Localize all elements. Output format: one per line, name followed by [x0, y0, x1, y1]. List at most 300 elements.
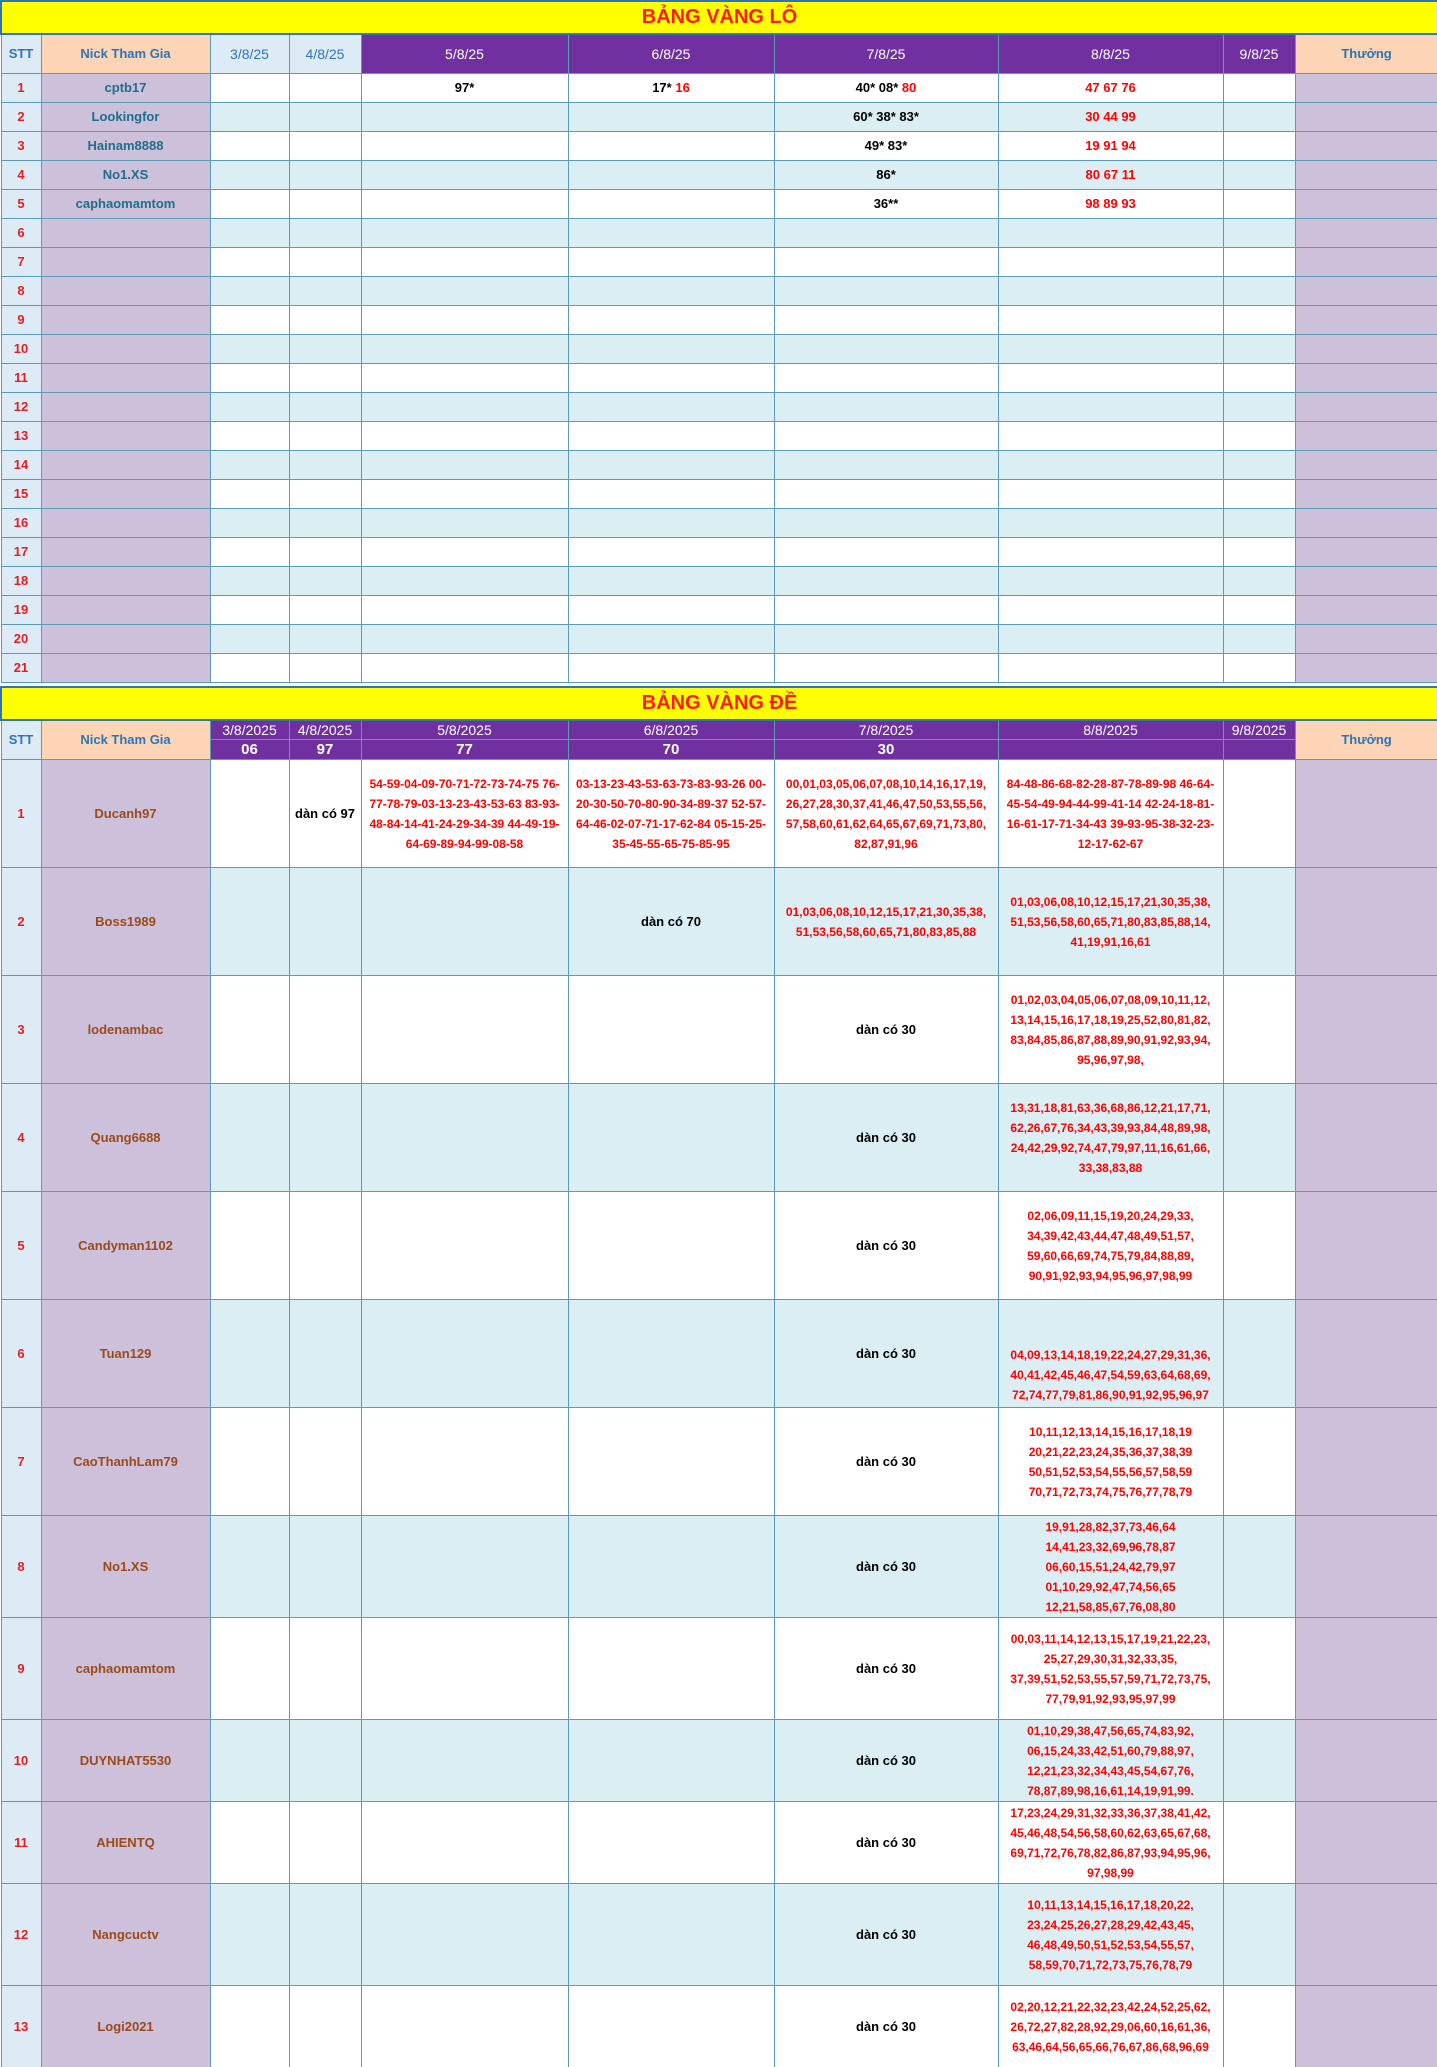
de-header-date: 9/8/2025 [1223, 720, 1295, 740]
lo-cell-d4 [568, 392, 774, 421]
lo-cell-d1 [210, 160, 289, 189]
lo-pick-black: 17* [652, 80, 672, 95]
lo-cell-d7 [1223, 595, 1295, 624]
de-stt: 7 [1, 1408, 41, 1516]
lo-pick-black: 49* 83* [864, 138, 908, 153]
lo-table-row [1, 508, 1437, 537]
de-table [0, 686, 1437, 2067]
de-cell-d5: dàn có 30 [774, 1802, 998, 1884]
lo-cell-d1 [210, 102, 289, 131]
lo-cell-d5 [774, 508, 998, 537]
de-cell-d4 [568, 1192, 774, 1300]
de-result: 77 [361, 740, 568, 760]
lo-cell-d6: 19 91 94 [998, 131, 1223, 160]
de-cell-d6: 02,06,09,11,15,19,20,24,29,33, 34,39,42,43,44,47,48,49,51,57, 59,60,66,69,74,75,79,84,88,89, 90,91,92,93,94,95,96,97,98,99 [998, 1192, 1223, 1300]
de-cell-d7 [1223, 868, 1295, 976]
de-cell-d5: dàn có 30 [774, 1986, 998, 2067]
lo-cell-d5 [774, 392, 998, 421]
de-thuong [1295, 1884, 1437, 1986]
de-result [998, 740, 1223, 760]
lo-cell-d1 [210, 334, 289, 363]
de-thuong [1295, 976, 1437, 1084]
de-nick: Logi2021 [41, 1986, 210, 2067]
lo-cell-d7 [1223, 102, 1295, 131]
lo-stt: 7 [1, 247, 41, 276]
lo-cell-d4 [568, 508, 774, 537]
lo-cell-d2 [289, 160, 361, 189]
de-table-row [1, 1720, 1437, 1802]
lo-pick-black: 36** [873, 196, 899, 211]
lo-table-row [1, 479, 1437, 508]
lo-table-row [1, 73, 1437, 102]
lo-cell-d1 [210, 421, 289, 450]
de-header-date: 5/8/2025 [361, 720, 568, 740]
lo-thuong [1295, 624, 1437, 653]
lo-cell-d4 [568, 247, 774, 276]
lo-pick-black: 60* 38* 83* [853, 109, 919, 124]
lo-cell-d6 [998, 479, 1223, 508]
de-nick: Nangcuctv [41, 1884, 210, 1986]
lo-nick [41, 218, 210, 247]
lo-cell-d6 [998, 305, 1223, 334]
de-cell-d7 [1223, 1618, 1295, 1720]
lo-table-row [1, 450, 1437, 479]
lo-nick [41, 334, 210, 363]
lo-cell-d6 [998, 392, 1223, 421]
lo-cell-d4 [568, 218, 774, 247]
lo-thuong [1295, 653, 1437, 682]
de-cell-d2 [289, 1192, 361, 1300]
lo-cell-d1 [210, 479, 289, 508]
de-cell-d7 [1223, 1516, 1295, 1618]
de-cell-d2 [289, 976, 361, 1084]
de-thuong [1295, 1720, 1437, 1802]
de-cell-d2 [289, 1720, 361, 1802]
lo-thuong [1295, 305, 1437, 334]
de-cell-d2 [289, 1300, 361, 1408]
de-cell-d2 [289, 868, 361, 976]
de-table-row [1, 1408, 1437, 1516]
lo-stt: 21 [1, 653, 41, 682]
de-cell-d4 [568, 1084, 774, 1192]
lo-cell-d4 [568, 624, 774, 653]
de-cell-d3 [361, 976, 568, 1084]
de-cell-d5: dàn có 30 [774, 1408, 998, 1516]
de-header-thuong: Thưởng [1295, 720, 1437, 760]
lo-cell-d4 [568, 566, 774, 595]
lo-table-row [1, 566, 1437, 595]
lo-nick [41, 421, 210, 450]
lo-cell-d4 [568, 653, 774, 682]
de-stt: 1 [1, 760, 41, 868]
de-cell-d6: 01,10,29,38,47,56,65,74,83,92, 06,15,24,33,42,51,60,79,88,97, 12,21,23,32,34,43,45,54,67,76, 78,87,89,98,16,61,14,19,91,99. [998, 1720, 1223, 1802]
lo-cell-d1 [210, 508, 289, 537]
lo-cell-d4 [568, 537, 774, 566]
lo-cell-d5 [774, 247, 998, 276]
lo-table-row [1, 247, 1437, 276]
lo-header-date: 7/8/25 [774, 34, 998, 73]
lo-cell-d7 [1223, 421, 1295, 450]
lo-cell-d4 [568, 334, 774, 363]
lo-table-row [1, 334, 1437, 363]
lo-cell-d6 [998, 421, 1223, 450]
de-stt: 6 [1, 1300, 41, 1408]
de-cell-d4 [568, 1300, 774, 1408]
de-cell-d2 [289, 1084, 361, 1192]
lo-cell-d2 [289, 595, 361, 624]
de-cell-d3 [361, 1618, 568, 1720]
lo-thuong [1295, 218, 1437, 247]
de-cell-d2 [289, 1408, 361, 1516]
lo-header-date: 3/8/25 [210, 34, 289, 73]
de-thuong [1295, 1618, 1437, 1720]
lo-cell-d1 [210, 363, 289, 392]
lo-cell-d7 [1223, 479, 1295, 508]
de-cell-d3 [361, 868, 568, 976]
de-cell-d5: 01,03,06,08,10,12,15,17,21,30,35,38, 51,53,56,58,60,65,71,80,83,85,88 [774, 868, 998, 976]
lo-header-date: 8/8/25 [998, 34, 1223, 73]
de-table-row [1, 1884, 1437, 1986]
lo-table-row [1, 305, 1437, 334]
de-result: 30 [774, 740, 998, 760]
lo-cell-d6 [998, 247, 1223, 276]
de-stt: 11 [1, 1802, 41, 1884]
de-table-row [1, 1084, 1437, 1192]
de-result: 70 [568, 740, 774, 760]
lo-cell-d5 [774, 479, 998, 508]
lo-cell-d5 [774, 131, 998, 160]
lo-thuong [1295, 276, 1437, 305]
lo-cell-d5 [774, 624, 998, 653]
lo-nick: caphaomamtom [41, 189, 210, 218]
lo-cell-d6: 30 44 99 [998, 102, 1223, 131]
lo-cell-d4 [568, 73, 774, 102]
lo-cell-d1 [210, 131, 289, 160]
lo-stt: 12 [1, 392, 41, 421]
de-cell-d1 [210, 1300, 289, 1408]
lo-cell-d6: 98 89 93 [998, 189, 1223, 218]
lo-cell-d2 [289, 189, 361, 218]
lo-thuong [1295, 131, 1437, 160]
lo-cell-d5 [774, 334, 998, 363]
lo-cell-d2 [289, 334, 361, 363]
lo-cell-d2 [289, 305, 361, 334]
lo-cell-d3 [361, 450, 568, 479]
lo-cell-d3 [361, 305, 568, 334]
lo-cell-d5 [774, 595, 998, 624]
lo-header-nick: Nick Tham Gia [41, 34, 210, 73]
lo-cell-d1 [210, 537, 289, 566]
lo-cell-d1 [210, 392, 289, 421]
de-cell-d5: dàn có 30 [774, 1884, 998, 1986]
lo-cell-d6: 80 67 11 [998, 160, 1223, 189]
lo-pick-red: 80 [901, 80, 917, 95]
de-cell-d6: 04,09,13,14,18,19,22,24,27,29,31,36, 40,41,42,45,46,47,54,59,63,64,68,69, 72,74,77,79,81,86,90,91,92,95,96,97 [998, 1300, 1223, 1408]
de-nick: DUYNHAT5530 [41, 1720, 210, 1802]
lo-table-row [1, 421, 1437, 450]
de-thuong [1295, 1300, 1437, 1408]
lo-thuong [1295, 595, 1437, 624]
de-table-row [1, 1192, 1437, 1300]
de-cell-d1 [210, 1884, 289, 1986]
lo-pick-black: 40* 08* [855, 80, 899, 95]
de-cell-d7 [1223, 1408, 1295, 1516]
lo-stt: 3 [1, 131, 41, 160]
de-cell-d4 [568, 1884, 774, 1986]
lo-thuong [1295, 102, 1437, 131]
de-stt: 9 [1, 1618, 41, 1720]
lo-stt: 17 [1, 537, 41, 566]
de-cell-d3 [361, 1300, 568, 1408]
lo-cell-d1 [210, 276, 289, 305]
lo-stt: 9 [1, 305, 41, 334]
lo-nick [41, 653, 210, 682]
de-thuong [1295, 868, 1437, 976]
de-cell-d2 [289, 1884, 361, 1986]
de-cell-d6: 17,23,24,29,31,32,33,36,37,38,41,42, 45,46,48,54,56,58,60,62,63,65,67,68, 69,71,72,76,78,82,86,87,93,94,95,96, 97,98,99 [998, 1802, 1223, 1884]
lo-cell-d1 [210, 624, 289, 653]
lo-cell-d2 [289, 131, 361, 160]
lo-stt: 2 [1, 102, 41, 131]
lo-cell-d2 [289, 421, 361, 450]
lo-cell-d1 [210, 450, 289, 479]
lo-stt: 6 [1, 218, 41, 247]
lo-cell-d1 [210, 218, 289, 247]
lo-cell-d6 [998, 624, 1223, 653]
lo-cell-d1 [210, 595, 289, 624]
de-stt: 5 [1, 1192, 41, 1300]
de-cell-d6: 84-48-86-68-82-28-87-78-89-98 46-64-45-54-49-94-44-99-41-14 42-24-18-81-16-61-17-71-34-43 39-93-95-38-32-23-12-17-62-67 [998, 760, 1223, 868]
lo-header-thuong: Thưởng [1295, 34, 1437, 73]
lo-cell-d4 [568, 160, 774, 189]
lo-cell-d5 [774, 450, 998, 479]
de-cell-d5: dàn có 30 [774, 1192, 998, 1300]
de-cell-d7 [1223, 1300, 1295, 1408]
de-thuong [1295, 760, 1437, 868]
lo-stt: 4 [1, 160, 41, 189]
lo-cell-d5 [774, 276, 998, 305]
de-stt: 4 [1, 1084, 41, 1192]
lo-thuong [1295, 363, 1437, 392]
lo-nick [41, 566, 210, 595]
de-cell-d2 [289, 1516, 361, 1618]
de-cell-d1 [210, 868, 289, 976]
de-cell-d1 [210, 1084, 289, 1192]
lo-cell-d3 [361, 421, 568, 450]
de-result-row [1, 740, 1437, 760]
de-header-nick: Nick Tham Gia [41, 720, 210, 760]
lo-cell-d4 [568, 102, 774, 131]
lo-header-row [1, 34, 1437, 73]
lo-cell-d7 [1223, 73, 1295, 102]
de-cell-d4 [568, 1408, 774, 1516]
de-header-stt: STT [1, 720, 41, 760]
lo-cell-d3 [361, 508, 568, 537]
de-nick: Candyman1102 [41, 1192, 210, 1300]
lo-cell-d6 [998, 595, 1223, 624]
lo-nick [41, 624, 210, 653]
de-table-row [1, 976, 1437, 1084]
lo-cell-d4 [568, 276, 774, 305]
de-cell-d5: 00,01,03,05,06,07,08,10,14,16,17,19, 26,27,28,30,37,41,46,47,50,53,55,56, 57,58,60,61,62,64,65,67,69,71,73,80, 82,87,91,96 [774, 760, 998, 868]
de-stt: 12 [1, 1884, 41, 1986]
lo-cell-d2 [289, 276, 361, 305]
de-cell-d4: 03-13-23-43-53-63-73-83-93-26 00-20-30-50-70-80-90-34-89-37 52-57-64-46-02-07-71-17-62-84 05-15-25-35-45-55-65-75-85-95 [568, 760, 774, 868]
lo-cell-d3 [361, 537, 568, 566]
lo-table-row [1, 392, 1437, 421]
de-nick: lodenambac [41, 976, 210, 1084]
de-cell-d7 [1223, 1192, 1295, 1300]
lo-cell-d7 [1223, 508, 1295, 537]
lo-thuong [1295, 479, 1437, 508]
de-cell-d5: dàn có 30 [774, 1300, 998, 1408]
lo-header-stt: STT [1, 34, 41, 73]
lo-nick [41, 276, 210, 305]
de-cell-d2 [289, 1618, 361, 1720]
de-table-row [1, 1986, 1437, 2067]
lo-header-date: 9/8/25 [1223, 34, 1295, 73]
lo-nick [41, 305, 210, 334]
lo-cell-d5 [774, 218, 998, 247]
lo-table-row [1, 276, 1437, 305]
lo-nick [41, 479, 210, 508]
de-stt: 2 [1, 868, 41, 976]
lo-thuong [1295, 508, 1437, 537]
de-cell-d7 [1223, 760, 1295, 868]
lo-cell-d2 [289, 479, 361, 508]
de-cell-d1 [210, 1192, 289, 1300]
lo-cell-d3 [361, 189, 568, 218]
de-cell-d3 [361, 1802, 568, 1884]
lo-cell-d7 [1223, 566, 1295, 595]
lo-cell-d6 [998, 450, 1223, 479]
lo-stt: 8 [1, 276, 41, 305]
de-cell-d7 [1223, 1884, 1295, 1986]
lo-cell-d4 [568, 450, 774, 479]
lo-title: BẢNG VÀNG LÔ [1, 1, 1437, 34]
lo-cell-d2 [289, 392, 361, 421]
lo-cell-d4 [568, 595, 774, 624]
lo-nick [41, 450, 210, 479]
de-cell-d3 [361, 1986, 568, 2067]
lo-table [0, 0, 1437, 683]
lo-header-date: 5/8/25 [361, 34, 568, 73]
de-header-date: 4/8/2025 [289, 720, 361, 740]
de-cell-d1 [210, 1720, 289, 1802]
lo-cell-d3 [361, 102, 568, 131]
de-stt: 13 [1, 1986, 41, 2067]
lo-stt: 5 [1, 189, 41, 218]
lo-table-row [1, 653, 1437, 682]
lo-thuong [1295, 73, 1437, 102]
lo-thuong [1295, 537, 1437, 566]
lo-cell-d2 [289, 450, 361, 479]
lo-thuong [1295, 160, 1437, 189]
lo-pick-black: 86* [876, 167, 896, 182]
de-cell-d5: dàn có 30 [774, 1618, 998, 1720]
lo-table-row [1, 595, 1437, 624]
de-cell-d6: 13,31,18,81,63,36,68,86,12,21,17,71, 62,26,67,76,34,43,39,93,84,48,89,98, 24,42,29,92,74,47,79,97,11,16,61,66, 33,38,83,88 [998, 1084, 1223, 1192]
lo-cell-d4 [568, 363, 774, 392]
de-cell-d6: 19,91,28,82,37,73,46,64 14,41,23,32,69,96,78,87 06,60,15,51,24,42,79,97 01,10,29,92,47,74,56,65 12,21,58,85,67,76,08,80 [998, 1516, 1223, 1618]
de-cell-d6: 01,03,06,08,10,12,15,17,21,30,35,38, 51,53,56,58,60,65,71,80,83,85,88,14, 41,19,91,16,61 [998, 868, 1223, 976]
lo-cell-d4 [568, 421, 774, 450]
de-cell-d3: 54-59-04-09-70-71-72-73-74-75 76-77-78-79-03-13-23-43-53-63 83-93-48-84-14-41-24-29-34-39 44-49-19-64-69-89-94-99-08-58 [361, 760, 568, 868]
lo-cell-d7 [1223, 624, 1295, 653]
lo-cell-d1 [210, 653, 289, 682]
lo-stt: 11 [1, 363, 41, 392]
de-nick: Tuan129 [41, 1300, 210, 1408]
lo-stt: 15 [1, 479, 41, 508]
lo-cell-d3 [361, 247, 568, 276]
lo-cell-d7 [1223, 334, 1295, 363]
lo-cell-d1 [210, 566, 289, 595]
de-thuong [1295, 1408, 1437, 1516]
lo-cell-d6 [998, 334, 1223, 363]
lo-table-row [1, 218, 1437, 247]
lo-cell-d5 [774, 566, 998, 595]
lo-cell-d4 [568, 479, 774, 508]
de-cell-d6: 01,02,03,04,05,06,07,08,09,10,11,12, 13,14,15,16,17,18,19,25,52,80,81,82, 83,84,85,86,87,88,89,90,91,92,93,94, 95,96,97,98, [998, 976, 1223, 1084]
de-table-row [1, 868, 1437, 976]
lo-cell-d3 [361, 595, 568, 624]
lo-thuong [1295, 392, 1437, 421]
de-header-date: 6/8/2025 [568, 720, 774, 740]
lo-cell-d2 [289, 247, 361, 276]
de-stt: 10 [1, 1720, 41, 1802]
de-nick: caphaomamtom [41, 1618, 210, 1720]
lo-cell-d2 [289, 218, 361, 247]
lo-pick-red: 16 [675, 80, 690, 95]
lo-stt: 1 [1, 73, 41, 102]
de-cell-d3 [361, 1884, 568, 1986]
de-cell-d1 [210, 1408, 289, 1516]
lo-cell-d2 [289, 566, 361, 595]
de-cell-d7 [1223, 1720, 1295, 1802]
de-thuong [1295, 1986, 1437, 2067]
lo-cell-d5 [774, 421, 998, 450]
de-cell-d5: dàn có 30 [774, 1720, 998, 1802]
lo-thuong [1295, 566, 1437, 595]
lo-cell-d5 [774, 160, 998, 189]
de-cell-d5: dàn có 30 [774, 1516, 998, 1618]
lo-cell-d3 [361, 566, 568, 595]
de-cell-d6: 00,03,11,14,12,13,15,17,19,21,22,23, 25,27,29,30,31,32,33,35, 37,39,51,52,53,55,57,59,71,72,73,75, 77,79,91,92,93,95,97,99 [998, 1618, 1223, 1720]
lo-nick [41, 392, 210, 421]
de-cell-d4 [568, 1720, 774, 1802]
de-nick: Boss1989 [41, 868, 210, 976]
de-cell-d5: dàn có 30 [774, 976, 998, 1084]
de-cell-d2 [289, 1802, 361, 1884]
lo-cell-d3 [361, 218, 568, 247]
de-cell-d7 [1223, 1084, 1295, 1192]
de-cell-d4 [568, 1802, 774, 1884]
lo-nick [41, 595, 210, 624]
lo-thuong [1295, 334, 1437, 363]
de-cell-d7 [1223, 976, 1295, 1084]
lo-cell-d5 [774, 73, 998, 102]
lo-thuong [1295, 450, 1437, 479]
lo-thuong [1295, 189, 1437, 218]
lo-cell-d6 [998, 653, 1223, 682]
de-table-row [1, 1802, 1437, 1884]
de-table-row [1, 760, 1437, 868]
de-stt: 8 [1, 1516, 41, 1618]
lo-cell-d2 [289, 73, 361, 102]
lo-cell-d7 [1223, 653, 1295, 682]
lo-cell-d3 [361, 334, 568, 363]
lo-cell-d1 [210, 247, 289, 276]
